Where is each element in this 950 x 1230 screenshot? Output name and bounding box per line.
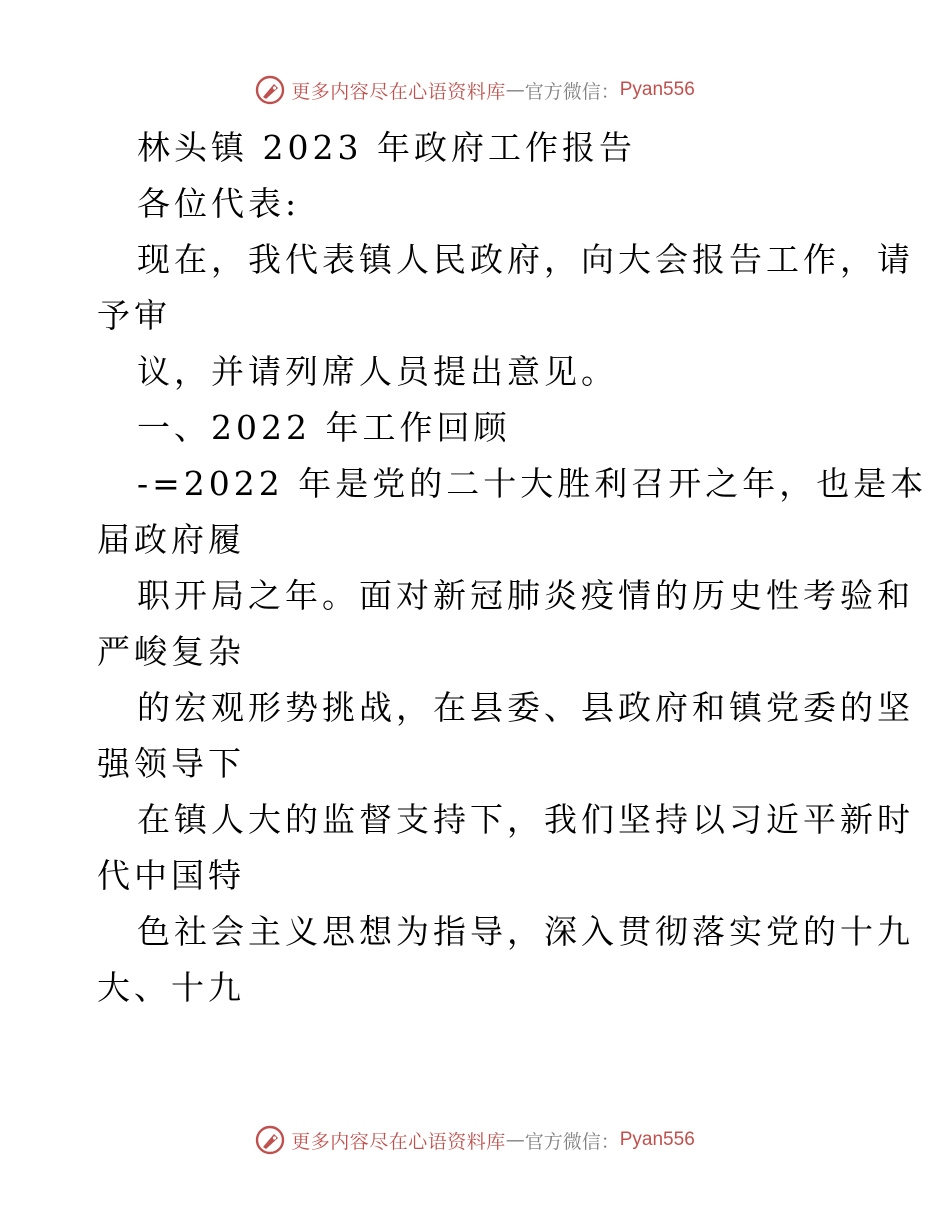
document-line: 严峻复杂 bbox=[97, 632, 245, 671]
document-line: 予审 bbox=[97, 296, 171, 335]
document-line: 届政府履 bbox=[97, 520, 245, 559]
watermark-site-text: 更多内容尽在心语资料库 bbox=[291, 1130, 506, 1153]
watermark-wechat-label: 官方微信： bbox=[524, 1130, 620, 1153]
document-line: 一、2022 年工作回顾 bbox=[137, 408, 511, 447]
document-line: 各位代表: bbox=[137, 184, 301, 223]
document-line: 现在，我代表镇人民政府，向大会报告工作，请 bbox=[137, 240, 914, 279]
pen-nib-logo-icon bbox=[255, 75, 285, 105]
watermark-wechat-id: Pyan556 bbox=[619, 79, 695, 100]
document-line: 议，并请列席人员提出意见。 bbox=[137, 352, 618, 391]
pen-nib-logo-icon bbox=[255, 1125, 285, 1155]
watermark-wechat-id: Pyan556 bbox=[619, 1129, 695, 1150]
document-line: 在镇人大的监督支持下，我们坚持以习近平新时 bbox=[137, 800, 914, 839]
document-line: 职开局之年。面对新冠肺炎疫情的历史性考验和 bbox=[137, 576, 914, 615]
document-line: 代中国特 bbox=[97, 856, 245, 895]
document-line: 色社会主义思想为指导，深入贯彻落实党的十九 bbox=[137, 912, 914, 951]
watermark-separator: — bbox=[505, 79, 525, 101]
document-line: 的宏观形势挑战，在县委、县政府和镇党委的坚 bbox=[137, 688, 914, 727]
footer-watermark bbox=[0, 1120, 950, 1160]
document-line: 强领导下 bbox=[97, 744, 245, 783]
watermark-site-text: 更多内容尽在心语资料库 bbox=[291, 80, 506, 103]
document-line: 大、十九 bbox=[97, 968, 245, 1007]
watermark-wechat-label: 官方微信： bbox=[524, 80, 620, 103]
document-line: 林头镇 2023 年政府工作报告 bbox=[137, 128, 636, 167]
document-line: -=2022 年是党的二十大胜利召开之年，也是本 bbox=[137, 464, 928, 503]
document-body bbox=[97, 120, 928, 1016]
header-watermark bbox=[0, 70, 950, 110]
watermark-separator: — bbox=[505, 1129, 525, 1151]
